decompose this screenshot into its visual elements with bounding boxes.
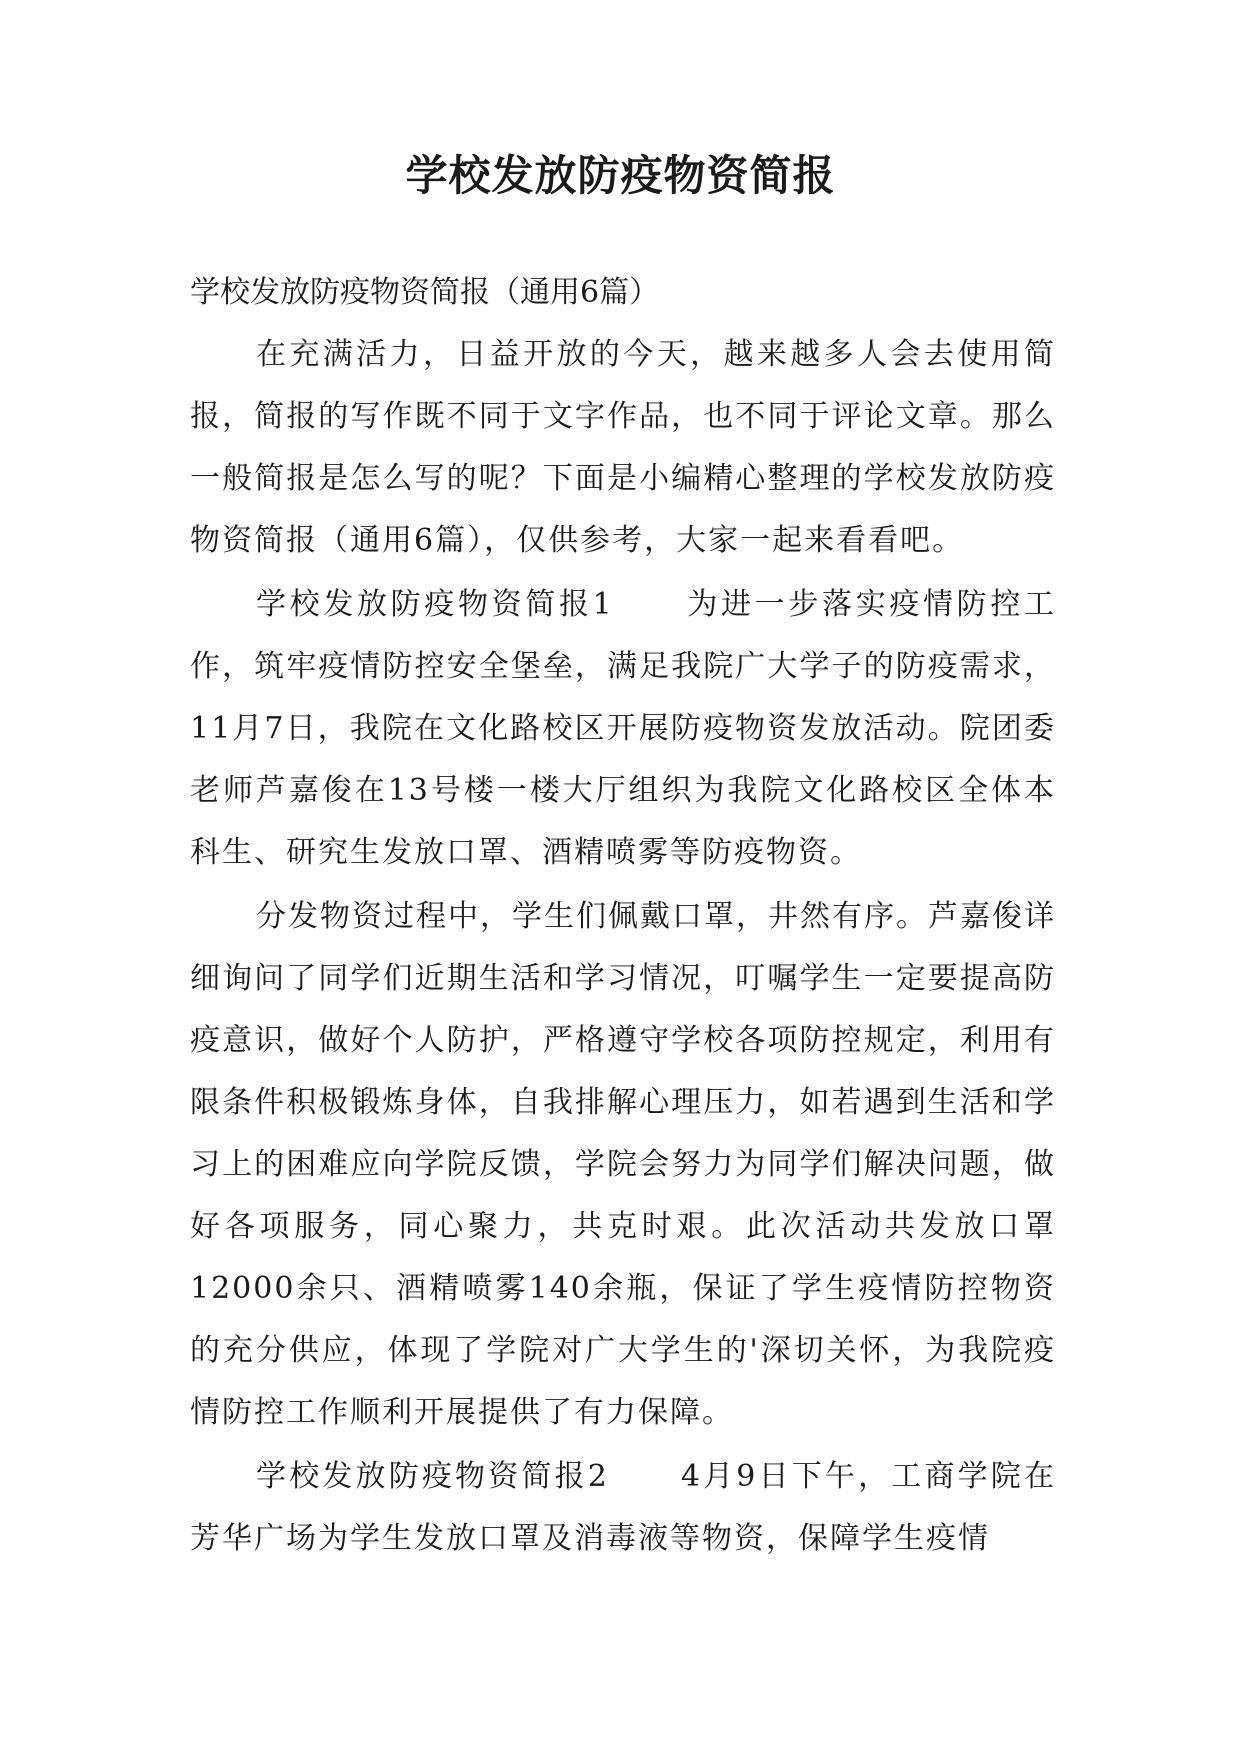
section-body: 4月9日下午，工商学院在芳华广场为学生发放口罩及消毒液等物资，保障学生疫情 xyxy=(190,1459,1056,1556)
document-body xyxy=(190,262,1056,1572)
intro-paragraph: 在充满活力，日益开放的今天，越来越多人会去使用简报，简报的写作既不同于文字作品，也不同于评论文章。那么一般简报是怎么写的呢？下面是小编精心整理的学校发放防疫物资简报（通用6篇），仅供参考，大家一起来看看吧。 xyxy=(190,337,1056,558)
section-body: 为进一步落实疫情防控工作，筑牢疫情防控安全堡垒，满足我院广大学子的防疫需求，11月7日，我院在文化路校区开展防疫物资发放活动。院团委老师芦嘉俊在13号楼一楼大厅组织为我院文化路校区全体本科生、研究生发放口罩、酒精喷雾等防疫物资。 xyxy=(190,587,1057,870)
section-1-paragraph xyxy=(190,574,1056,884)
section-heading: 学校发放防疫物资简报2 xyxy=(256,1459,609,1494)
document-title: 学校发放防疫物资简报 xyxy=(405,151,836,200)
section-1-continued-paragraph: 分发物资过程中，学生们佩戴口罩，井然有序。芦嘉俊详细询问了同学们近期生活和学习情况，叮嘱学生一定要提高防疫意识，做好个人防护，严格遵守学校各项防控规定，利用有限条件积极锻炼身体，自我排解心理压力，如若遇到生活和学习上的困难应向学院反馈，学院会努力为同学们解决问题，做好各项服务，同心聚力，共克时艰。此次活动共发放口罩12000余只、酒精喷雾140余瓶，保证了学生疫情防控物资的充分供应，体现了学院对广大学生的'深切关怀，为我院疫情防控工作顺利开展提供了有力保障。 xyxy=(190,899,1056,1430)
section-2-paragraph xyxy=(190,1446,1056,1570)
document-subtitle: 学校发放防疫物资简报（通用6篇） xyxy=(190,275,660,310)
section-heading: 学校发放防疫物资简报1 xyxy=(256,587,614,622)
